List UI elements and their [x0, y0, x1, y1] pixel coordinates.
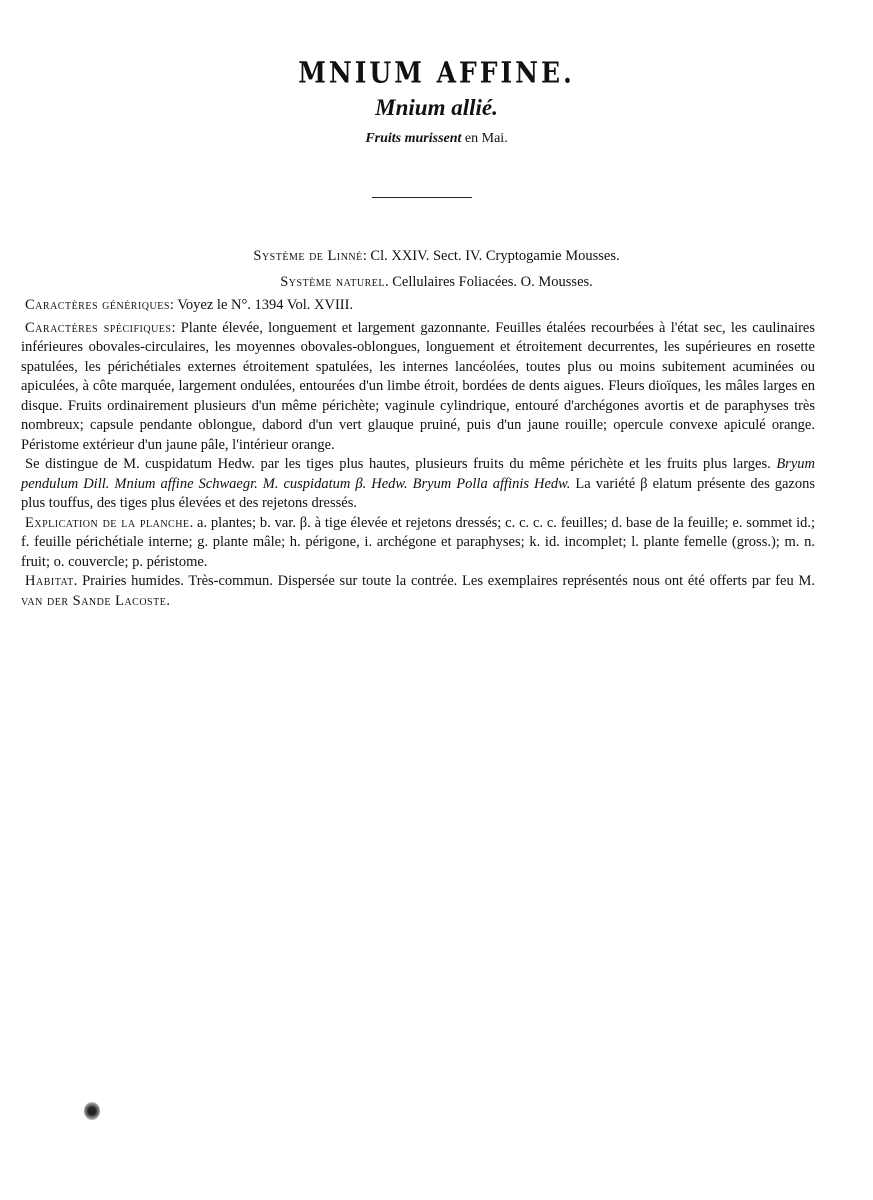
- systeme-linne: [0, 248, 873, 265]
- distinction-text: Se distingue de M. cuspidatum Hedw. par les tiges plus hautes, plusieurs fruits du même périchète et les fruits plus larges.: [25, 456, 777, 472]
- systeme-naturel: [0, 274, 873, 291]
- generic-label: Caractères génériques: [25, 297, 170, 313]
- ink-smudge: [84, 1102, 100, 1120]
- collector-name: van der Sande Lacoste: [21, 592, 167, 609]
- fruit-month: en Mai.: [464, 131, 508, 146]
- plate-explanation: [21, 514, 815, 573]
- systeme-linne-text: : Cl. XXIV. Sect. IV. Cryptogamie Mousses.: [362, 248, 620, 264]
- systeme-naturel-label: Système naturel: [280, 274, 385, 290]
- fruit-label: Fruits murissent: [365, 131, 462, 146]
- explanation-label: Explication de la planche: [25, 514, 190, 531]
- variety-text: La variété β elatum présente des gazons plus touffus, des tiges plus élevées et des rejetons dressés.: [21, 475, 815, 511]
- specific-text: : Plante élevée, longuement et largement gazonnante. Feuilles étalées recourbées à l'état sec, les caulinaires inférieures obovales-circulaires, les moyennes obovales-oblongues, longuement et étroitement decurrentes, les supérieures en rosette spatulées, les périchétiales externes étroitement spatulées, les internes lancéolées, toutes plus ou moins subitement acuminées ou apiculées, à côte marquée, largement ondulées, entourées d'un limbe étroit, bordées de dents aigues. Fleurs dioïques, les mâles larges en disque. Fruits ordinairement plusieurs d'un même périchète; vaginule cylindrique, entouré d'archégones avortis et de paraphyses très nombreux; capsule pendante oblongue, dabord d'un vert glauque pruiné, puis d'un jaune rouille; opercule convexe apiculé orange. Péristome extérieur d'un jaune pâle, l'intérieur orange.: [21, 319, 816, 453]
- systeme-naturel-text: . Cellulaires Foliacées. O. Mousses.: [384, 274, 593, 290]
- distinction-paragraph: [21, 455, 815, 514]
- specific-characters: [21, 319, 815, 456]
- systeme-linne-label: Système de Linné: [253, 248, 363, 264]
- page-subtitle: Mnium allié.: [375, 95, 498, 120]
- generic-characters: [21, 296, 815, 316]
- habitat-end: .: [166, 592, 170, 609]
- synonyms: Bryum pendulum Dill. Mnium affine Schwaegr. M. cuspidatum β. Hedw. Bryum Polla affinis Hedw.: [21, 456, 815, 492]
- habitat: [21, 572, 815, 611]
- page-title: MNIUM AFFINE.: [298, 55, 575, 90]
- fruiting-season: [0, 131, 873, 147]
- specific-label: Caractères spécifiques: [25, 319, 172, 336]
- divider: [372, 197, 472, 198]
- habitat-label: Habitat: [25, 573, 74, 589]
- generic-text: : Voyez le N°. 1394 Vol. XVIII.: [169, 297, 354, 313]
- description-body: [21, 296, 815, 611]
- habitat-text: . Prairies humides. Très-commun. Dispersée sur toute la contrée. Les exemplaires représentés nous ont été offerts par feu M.: [73, 573, 815, 589]
- explanation-text: . a. plantes; b. var. β. à tige élevée et rejetons dressés; c. c. c. c. feuilles; d. base de la feuille; e. sommet id.; f. feuille périchétiale interne; g. plante mâle; h. périgone, i. archégone et paraphyses; k. id. incomplet; l. plante femelle (gross.); m. n. fruit; o. couvercle; p. péristome.: [21, 514, 815, 570]
